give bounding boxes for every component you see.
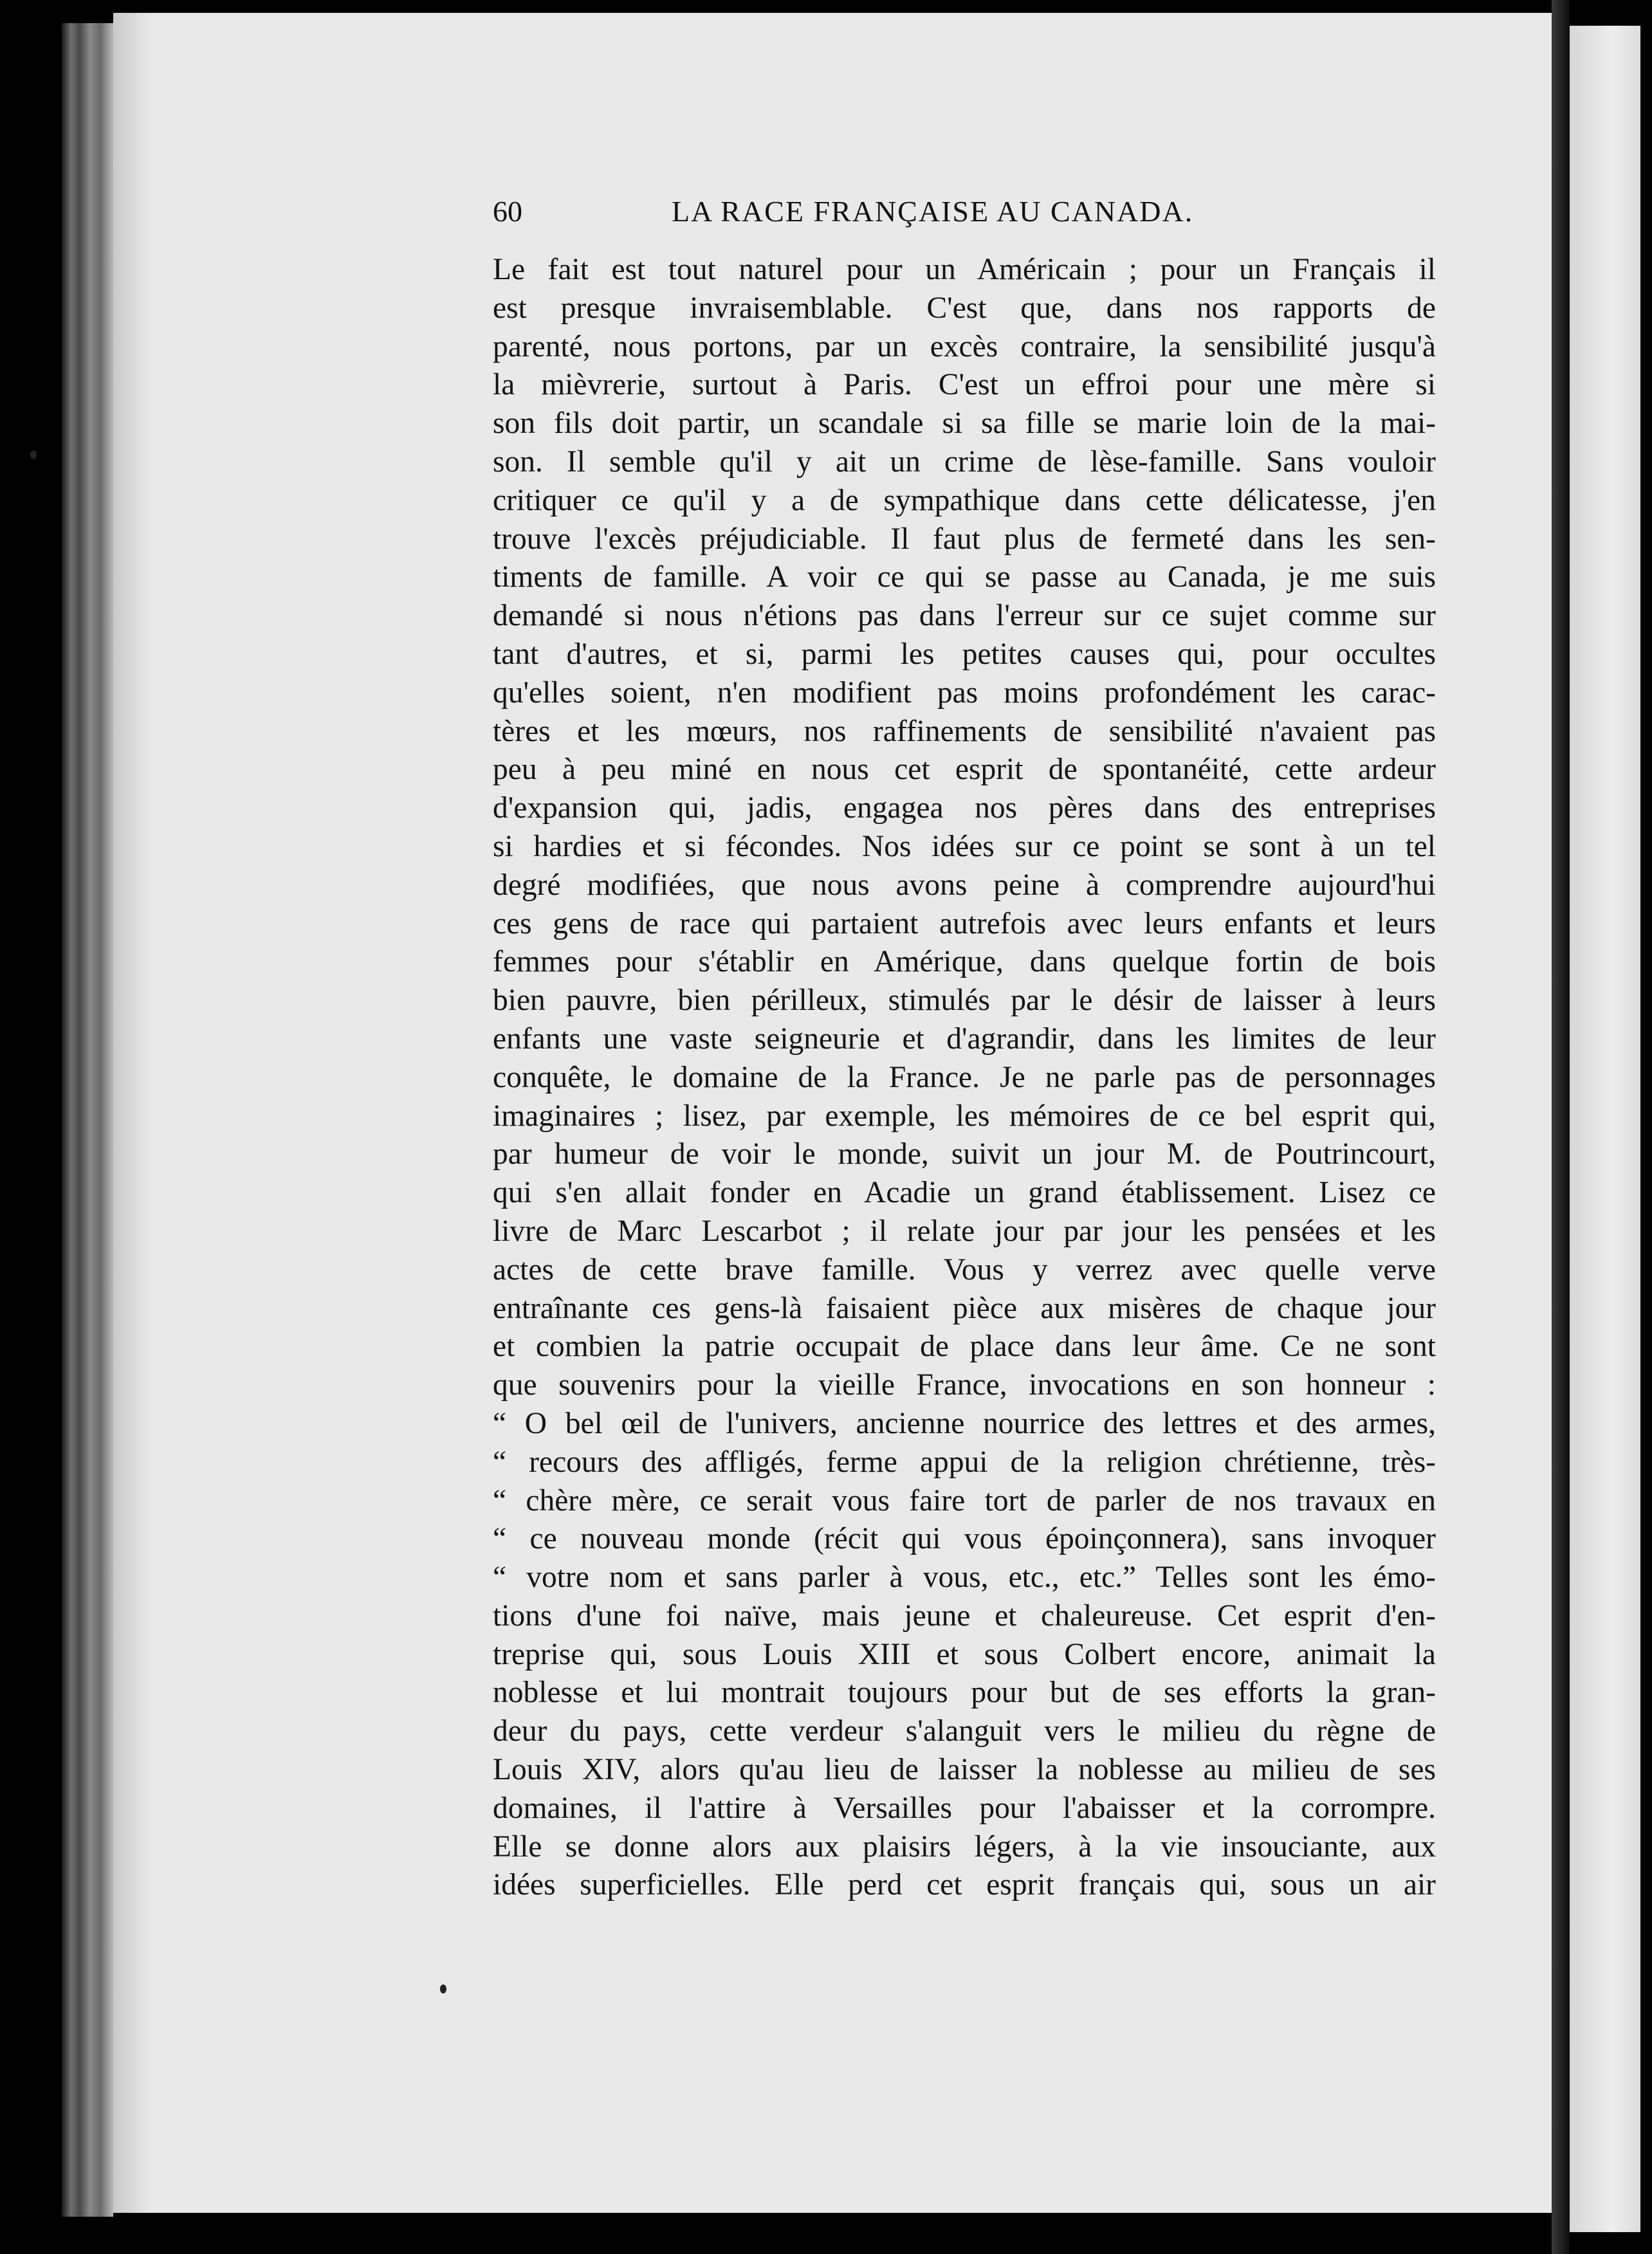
text-line: “ ce nouveau monde (récit qui vous époinçonnera), sans invoquer [493, 1522, 1436, 1556]
text-line: qui s'en allait fonder en Acadie un grand établissement. Lisez ce [493, 1176, 1436, 1210]
text-line: Le fait est tout naturel pour un Américain ; pour un Français il [493, 253, 1436, 286]
text-line: demandé si nous n'étions pas dans l'erreur sur ce sujet comme sur [493, 599, 1436, 633]
body-text [493, 251, 1436, 1905]
text-line: entraînante ces gens-là faisaient pièce aux misères de chaque jour [493, 1291, 1436, 1325]
text-line: imaginaires ; lisez, par exemple, les mémoires de ce bel esprit qui, [493, 1099, 1436, 1133]
text-line: si hardies et si fécondes. Nos idées sur ce point se sont à un tel [493, 829, 1436, 863]
text-line: conquête, le domaine de la France. Je ne parle pas de personnages [493, 1060, 1436, 1094]
text-line: treprise qui, sous Louis XIII et sous Colbert encore, animait la [493, 1637, 1436, 1671]
text-line: “ votre nom et sans parler à vous, etc., etc.” Telles sont les émo- [493, 1561, 1436, 1595]
film-border-right [1640, 0, 1652, 2254]
text-line: est presque invraisemblable. C'est que, dans nos rapports de [493, 291, 1436, 325]
text-line: d'expansion qui, jadis, engagea nos pères dans des entreprises [493, 791, 1436, 825]
text-line: degré modifiées, que nous avons peine à comprendre aujourd'hui [493, 868, 1436, 902]
text-line: tères et les mœurs, nos raffinements de sensibilité n'avaient pas [493, 714, 1436, 748]
text-line: la mièvrerie, surtout à Paris. C'est un effroi pour une mère si [493, 368, 1436, 402]
text-line: domaines, il l'attire à Versailles pour l'abaisser et la corrompre. [493, 1791, 1436, 1825]
text-line: peu à peu miné en nous cet esprit de spontanéité, cette ardeur [493, 753, 1436, 787]
text-line: parenté, nous portons, par un excès contraire, la sensibilité jusqu'à [493, 329, 1436, 363]
text-line: idées superficielles. Elle perd cet esprit français qui, sous un air [493, 1868, 1436, 1902]
text-line: tant d'autres, et si, parmi les petites causes qui, pour occultes [493, 637, 1436, 671]
page-header [493, 192, 1252, 232]
text-line: par humeur de voir le monde, suivit un jour M. de Poutrincourt, [493, 1137, 1436, 1171]
text-line: et combien la patrie occupait de place dans leur âme. Ce ne sont [493, 1330, 1436, 1364]
text-line: son. Il semble qu'il y ait un crime de lèse-famille. Sans vouloir [493, 444, 1436, 479]
text-line: Elle se donne alors aux plaisirs légers, à la vie insouciante, aux [493, 1829, 1436, 1864]
text-line: “ chère mère, ce serait vous faire tort de parler de nos travaux en [493, 1483, 1436, 1517]
running-head: LA RACE FRANÇAISE AU CANADA. [672, 195, 1194, 228]
scan-speck [440, 1984, 446, 1993]
text-line: enfants une vaste seigneurie et d'agrandir, dans les limites de leur [493, 1022, 1436, 1056]
text-line: Louis XIV, alors qu'au lieu de laisser la noblesse au milieu de ses [493, 1753, 1436, 1787]
text-line: “ recours des affligés, ferme appui de la religion chrétienne, très- [493, 1445, 1436, 1479]
adjacent-page-edge [1570, 26, 1640, 2232]
page-number: 60 [493, 195, 522, 228]
page-gutter-divider [1552, 0, 1570, 2254]
text-line: critiquer ce qu'il y a de sympathique dans cette délicatesse, j'en [493, 483, 1436, 517]
text-line: actes de cette brave famille. Vous y verrez avec quelle verve [493, 1252, 1436, 1287]
text-line: noblesse et lui montrait toujours pour but de ses efforts la gran- [493, 1676, 1436, 1710]
text-line: deur du pays, cette verdeur s'alanguit vers le milieu du règne de [493, 1714, 1436, 1748]
text-line: son fils doit partir, un scandale si sa fille se marie loin de la mai- [493, 407, 1436, 441]
scan-speck [30, 450, 37, 459]
text-line: ces gens de race qui partaient autrefois avec leurs enfants et leurs [493, 906, 1436, 940]
film-border-top [0, 0, 1652, 12]
text-line: livre de Marc Lescarbot ; il relate jour par jour les pensées et les [493, 1214, 1436, 1248]
text-line: bien pauvre, bien périlleux, stimulés par le désir de laisser à leurs [493, 984, 1436, 1018]
book-binding-shadow [62, 23, 113, 2217]
text-line: tions d'une foi naïve, mais jeune et chaleureuse. Cet esprit d'en- [493, 1599, 1436, 1633]
text-line: que souvenirs pour la vieille France, invocations en son honneur : [493, 1368, 1436, 1402]
text-line: “ O bel œil de l'univers, ancienne nourrice des lettres et des armes, [493, 1406, 1436, 1440]
text-line: timents de famille. A voir ce qui se passe au Canada, je me suis [493, 560, 1436, 594]
text-line: qu'elles soient, n'en modifient pas moins profondément les carac- [493, 675, 1436, 710]
text-line: trouve l'excès préjudiciable. Il faut plus de fermeté dans les sen- [493, 522, 1436, 556]
text-line: femmes pour s'établir en Amérique, dans quelque fortin de bois [493, 945, 1436, 979]
